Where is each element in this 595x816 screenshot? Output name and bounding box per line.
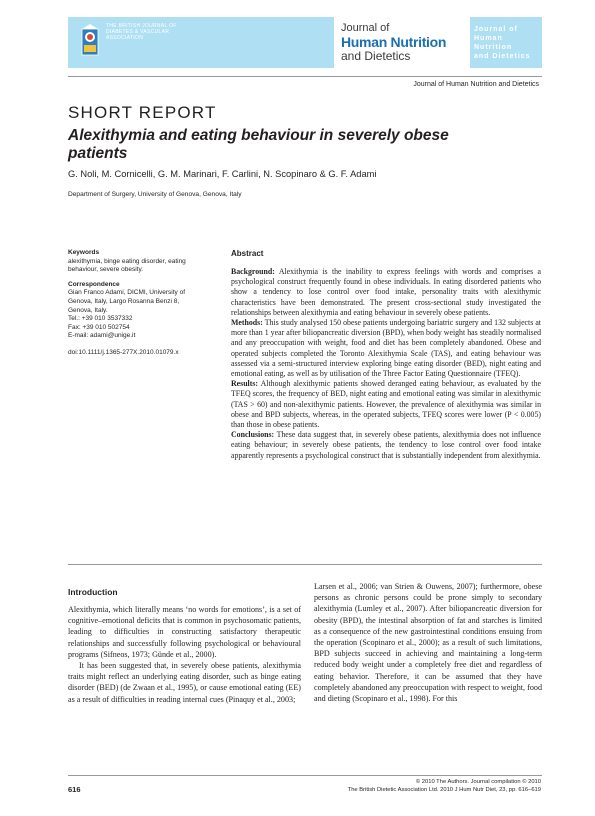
- correspondence-line: Genova, Italy.: [68, 306, 108, 314]
- abstract-heading: Abstract: [231, 249, 264, 258]
- journal-header: [68, 17, 542, 68]
- correspondence-line: Genova, Italy, Largo Rosanna Benzi 8,: [68, 297, 180, 305]
- banner-left-text: [106, 23, 226, 41]
- keywords-label: Keywords: [68, 249, 100, 256]
- journal-title-line3: and Dietetics: [341, 49, 411, 63]
- abstract-section-text: Alexithymia is the inability to express feelings with words and comprises a psychological construct frequently found in obese individuals. In eating disordered patients who show a tendency to lose control over food intake, personality traits with alexithymic characteristics have been demonstrated. The present cross-sectional study investigated the relationships between alexithymia and eating behaviour in severely obese patients.: [231, 267, 542, 317]
- doi-link[interactable]: doi:10.1111/j.1365-277X.2010.01079.x: [68, 348, 179, 356]
- correspondence-label: Correspondence: [68, 280, 120, 288]
- banner-right-text: [474, 25, 542, 61]
- article-meta: [68, 249, 208, 358]
- journal-title-line2: Human Nutrition: [341, 34, 447, 50]
- correspondence-line: Fax: +39 010 502754: [68, 323, 130, 331]
- banner-left-line: THE BRITISH JOURNAL OF: [106, 23, 177, 29]
- journal-title-line1: Journal of: [341, 22, 390, 34]
- article-title: Alexithymia and eating behaviour in severely obese patients: [68, 127, 449, 162]
- section-divider: [68, 564, 542, 565]
- body-column-left: [68, 604, 301, 705]
- authors: G. Noli, M. Cornicelli, G. M. Marinari, F. Carlini, N. Scopinaro & G. F. Adami: [68, 169, 377, 179]
- correspondence-line: Tel.: +39 010 3537332: [68, 315, 133, 323]
- abstract-section-text: This study analysed 150 obese patients undergoing bariatric surgery and 132 subjects at more than 1 year after biliopancreatic diversion (BPD), when body weight has steadily normalised and any preoccupation with weight, food and diet has been completely abandoned. Obese and operated subjects completed the Toronto Alexithymia Scale (TAS), and eating behaviour was assessed via a semi-structured interview exploring binge eating disorder (BED), night eating and emotional eating, as well as by utilisation of the Three Factor Eating Questionnaire (TFEQ).: [231, 318, 541, 379]
- journal-title: [341, 21, 461, 63]
- banner-right-line: and Dietetics: [474, 53, 531, 60]
- copyright-line: The British Dietetic Association Ltd. 2010 J Hum Nutr Diet, 23, pp. 616–619: [347, 786, 541, 793]
- abstract-section-label: Results:: [231, 379, 259, 389]
- abstract-section: [231, 430, 541, 461]
- abstract-section-label: Methods:: [231, 318, 263, 328]
- introduction-heading: Introduction: [68, 587, 118, 597]
- banner-left-line: ASSOCIATION: [106, 35, 144, 41]
- abstract-section-text: Although alexithymic patients showed deranged eating behaviour, as evaluated by the TFEQ scores, the frequency of BED, night eating and emotional eating was similar in alexithymic (TAS > 60) and non-alexithymic patients. However, the prevalence of alexithymia was similar in obese and BPD subjects, whereas, in the operated subjects, TFEQ scores were lower (P < 0.005) than those in obese patients.: [231, 379, 541, 430]
- crest-logo-icon: [80, 23, 100, 61]
- page-number: 616: [68, 785, 81, 794]
- banner-left-line: DIABETES & VASCULAR: [106, 29, 170, 35]
- article-type: SHORT REPORT: [68, 103, 217, 122]
- affiliation: Department of Surgery, University of Genova, Genova, Italy: [68, 191, 242, 198]
- header-banner-right: [470, 17, 542, 68]
- banner-right-line: Journal of: [474, 26, 518, 33]
- copyright-line: © 2010 The Authors. Journal compilation © 2010: [415, 779, 541, 785]
- abstract-section-label: Background:: [231, 267, 275, 276]
- body-paragraph: Alexithymia, which literally means ‘no words for emotions’, is a set of cognitive–emotional deficits that is common in psychosomatic patients, leading to difficulties in constructing satisfactory therapeutic relationships and successfully following psychological or behavioural programs (Sifneos, 1973; Günde et al., 2000).: [68, 605, 301, 659]
- running-head: Journal of Human Nutrition and Dietetics: [413, 81, 539, 88]
- abstract-section-label: Conclusions:: [231, 430, 275, 440]
- header-divider: [68, 76, 542, 77]
- keywords-line: alexithymia, binge eating disorder, eating: [68, 257, 186, 265]
- abstract-body: [231, 267, 541, 461]
- keywords-line: behaviour, severe obesity.: [68, 266, 144, 274]
- email-link[interactable]: E-mail: adami@unige.it: [68, 332, 136, 340]
- body-column-right: [314, 581, 542, 704]
- abstract-section-text: These data suggest that, in severely obese patients, alexithymia does not influence eating behaviour; in severely obese patients, the tendency to lose control over food intake apparently represents a psychological construct that is substantially independent from alexithymia.: [231, 430, 541, 460]
- copyright-notice: [348, 779, 541, 794]
- banner-right-line: Human Nutrition: [474, 35, 513, 51]
- abstract-section: [231, 318, 541, 379]
- body-paragraph: It has been suggested that, in severely obese patients, alexithymia traits might reflect an underlying eating disorder, such as binge eating disorder (BED) (de Zwaan et al., 1995), or cause emotional eating (EE) as a result of difficulties in reading internal cues (Pinaquy et al., 2003;: [68, 661, 301, 704]
- abstract-section: [231, 379, 541, 430]
- abstract-section: [231, 267, 541, 318]
- footer-divider: [68, 775, 542, 776]
- correspondence-block: [68, 281, 208, 341]
- correspondence-line: Gian Franco Adami, DICMI, University of: [68, 289, 186, 297]
- header-banner-left: [68, 17, 334, 68]
- body-paragraph: Larsen et al., 2006; van Strien & Ouwens, 2007); furthermore, obese persons as chronic persons could be prone simply to secondary alexithymia (Lumley et al., 2007). After biliopancreatic diversion for obesity (BPD), the intestinal absorption of fat and starches is limited as a consequence of the new gastrointestinal conditions ensuing from the operation (Scopinaro et al., 2000); as a result of such limitations, BPD subjects succeed in achieving and maintaining a long-term reduced body weight under a completely free diet and regardless of eating behavior. Therefore, it can be assumed that they have completely abandoned any preoccupation with respect to weight, food and dieting (Scopinaro et al., 1998). For this: [314, 582, 542, 704]
